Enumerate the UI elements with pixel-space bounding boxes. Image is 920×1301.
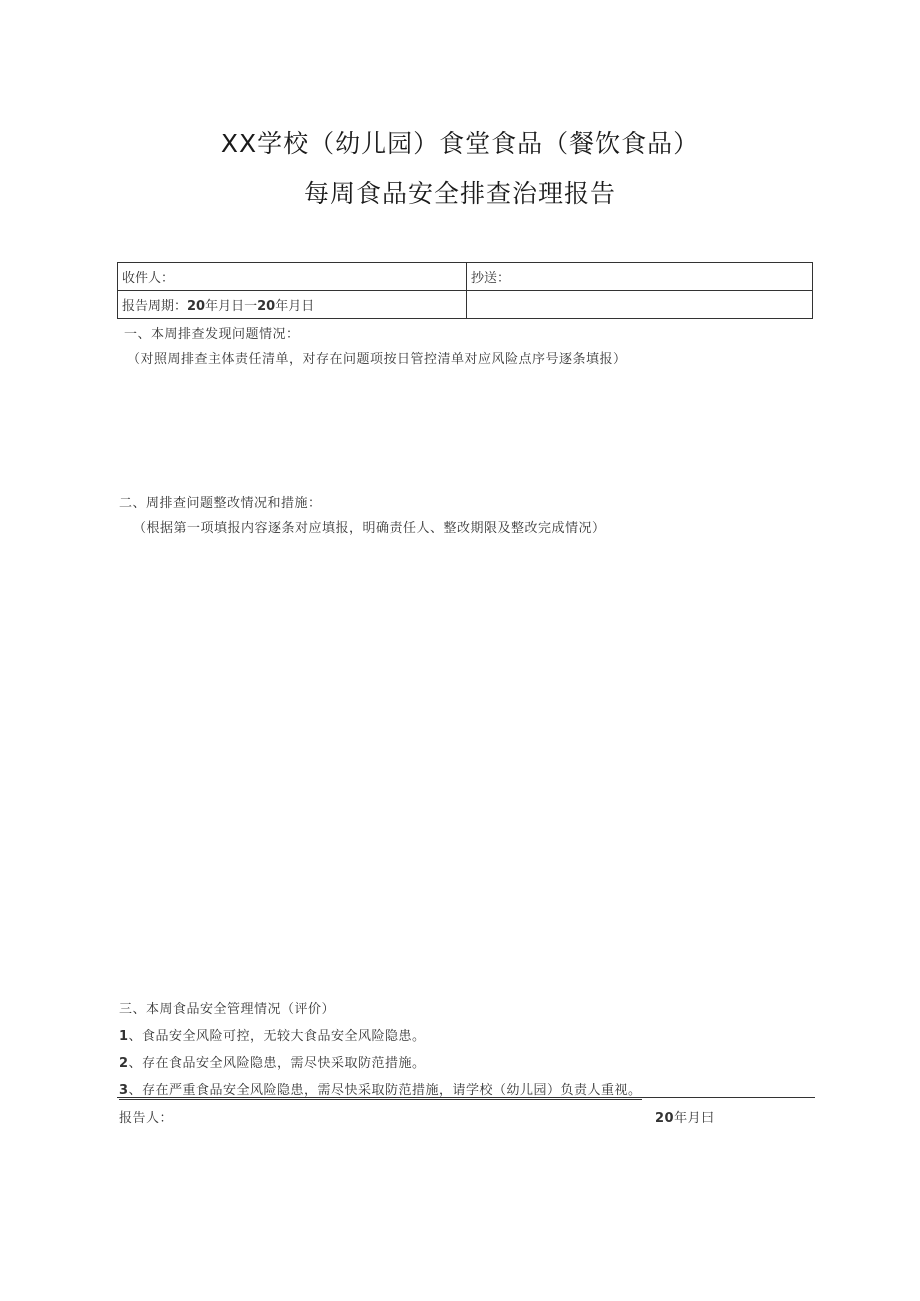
cc-cell[interactable] (467, 263, 813, 291)
section-1-heading: 一、本周排查发现问题情况： (124, 327, 300, 342)
report-date-year: 20 (655, 1111, 675, 1126)
option-3-text: 、存在严重食品安全风险隐患，需尽快采取防范措施，请学校（幼儿园）负责人重视。 (128, 1083, 642, 1098)
section-1-note: （对照周排查主体责任清单，对存在问题项按日管控清单对应风险点序号逐条填报） (127, 352, 627, 367)
period-cell[interactable] (118, 291, 467, 319)
evaluation-option-2[interactable] (119, 1052, 426, 1071)
reporter-label: 报告人： (119, 1111, 174, 1126)
option-1-number: 1 (119, 1029, 129, 1044)
report-info-table (117, 262, 813, 319)
period-year-start: 20 (187, 299, 206, 314)
section-3-heading: 三、本周食品安全管理情况（评价） (119, 1002, 336, 1017)
period-label: 报告周期： (122, 299, 188, 314)
empty-cell[interactable] (467, 291, 813, 319)
option-1-text: 、食品安全风险可控，无较大食品安全风险隐患。 (128, 1029, 426, 1044)
report-title-line-1: XX学校（幼儿园）食堂食品（餐饮食品） (220, 129, 700, 158)
report-title-line-2: 每周食品安全排查治理报告 (303, 179, 616, 208)
info-row-period (118, 291, 813, 319)
option-3-number: 3 (119, 1083, 129, 1098)
period-year-end: 20 (257, 299, 276, 314)
report-date-rest: 年月曰 (674, 1111, 715, 1126)
report-date (655, 1107, 715, 1126)
cc-label: 抄送： (471, 271, 511, 286)
section-2-note: （根据第一项填报内容逐条对应填报，明确责任人、整改期限及整改完成情况） (133, 521, 606, 536)
period-mid: 年月日一 (205, 299, 258, 314)
option-2-text: 、存在食品安全风险隐患，需尽快采取防范措施。 (128, 1056, 426, 1071)
option-2-number: 2 (119, 1056, 129, 1071)
recipient-cell[interactable] (118, 263, 467, 291)
evaluation-option-1[interactable] (119, 1025, 426, 1044)
info-row-recipients (118, 263, 813, 291)
recipient-label: 收件人： (122, 271, 175, 286)
footer-divider (117, 1097, 815, 1098)
period-end: 年月日 (275, 299, 315, 314)
section-2-heading: 二、周排查问题整改情况和措施： (119, 496, 322, 511)
